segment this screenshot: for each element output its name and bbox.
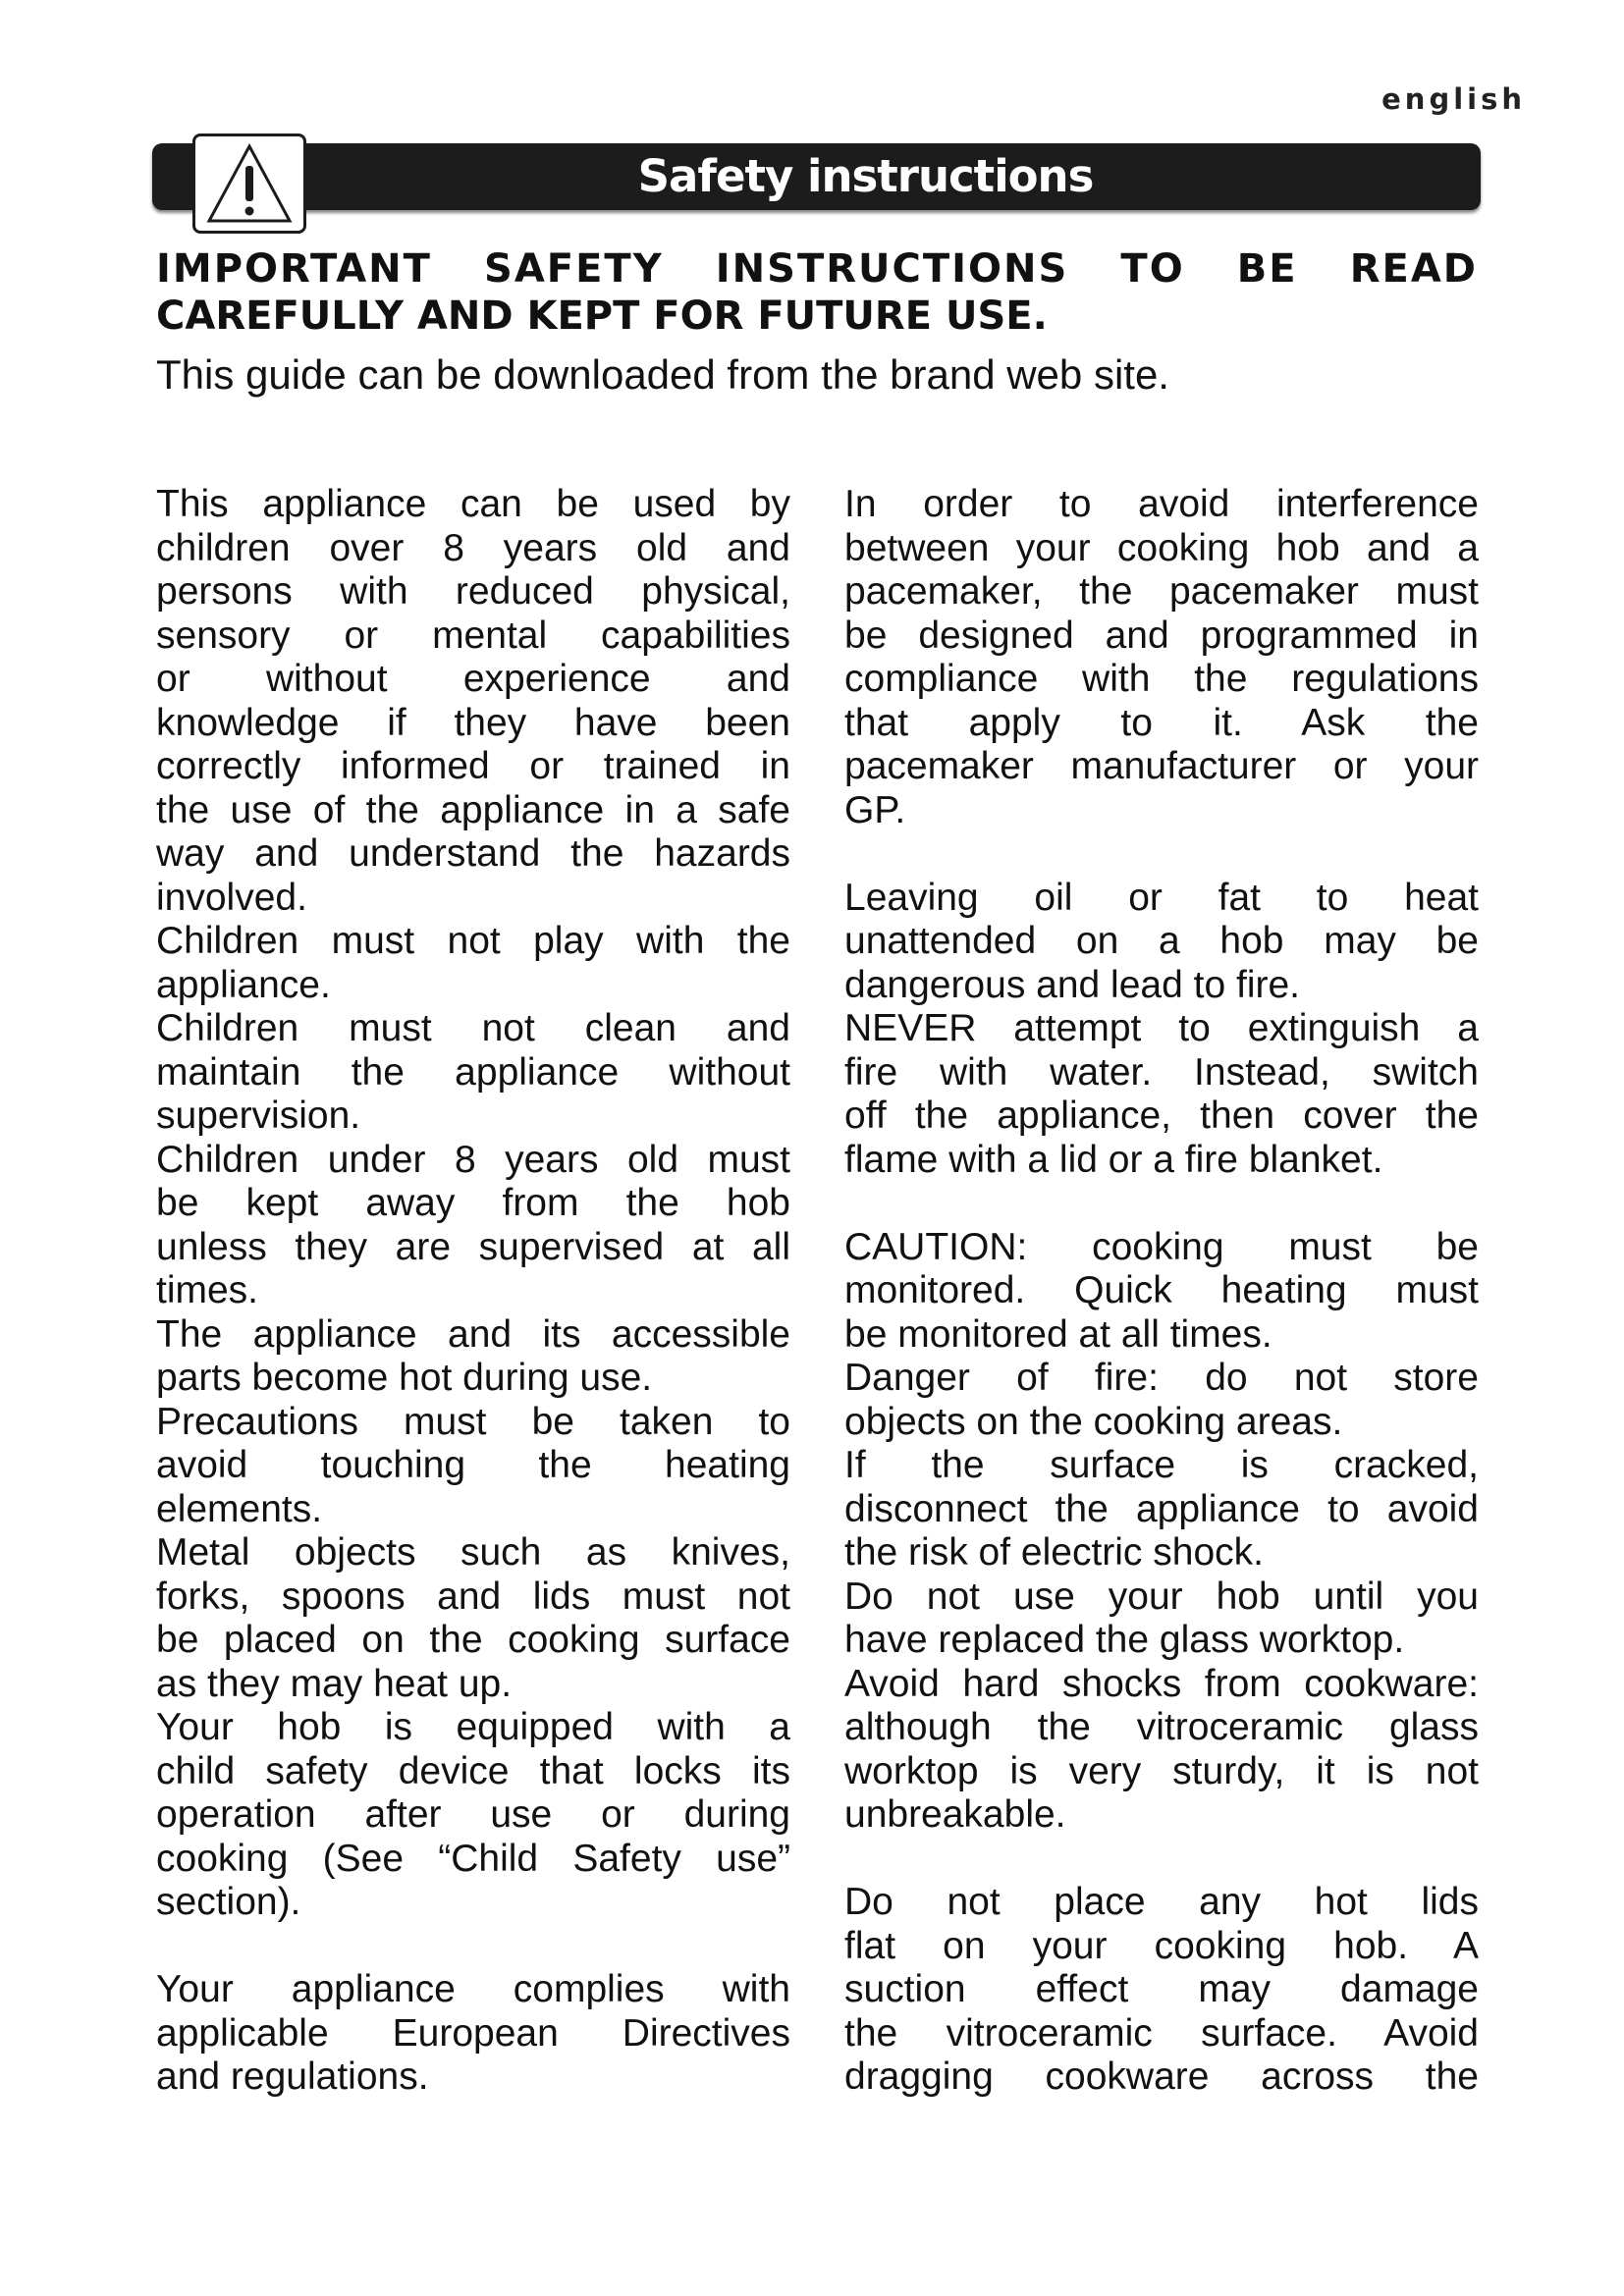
text-line: the risk of electric shock. bbox=[844, 1531, 1264, 1574]
text-line: appliance. bbox=[156, 963, 331, 1006]
text-line: suction effect may damage bbox=[844, 1968, 1479, 2010]
paragraph bbox=[156, 1968, 790, 2100]
paragraph bbox=[156, 1139, 790, 1313]
text-line: Children must not clean and bbox=[156, 1007, 790, 1049]
text-line: times. bbox=[156, 1269, 259, 1311]
text-line: as they may heat up. bbox=[156, 1662, 513, 1705]
text-line: NEVER attempt to extinguish a bbox=[844, 1007, 1479, 1049]
text-line: unless they are supervised at all bbox=[156, 1225, 790, 1268]
text-line: objects on the cooking areas. bbox=[844, 1400, 1343, 1443]
paragraph bbox=[844, 1226, 1479, 1358]
text-line: flat on your cooking hob. A bbox=[844, 1924, 1479, 1967]
text-line: forks, spoons and lids must not bbox=[156, 1575, 790, 1618]
text-line: compliance with the regulations bbox=[844, 658, 1479, 700]
text-line: pacemaker manufacturer or your bbox=[844, 745, 1479, 787]
text-line: flame with a lid or a fire blanket. bbox=[844, 1138, 1383, 1181]
text-line: supervision. bbox=[156, 1095, 361, 1137]
text-line: correctly informed or trained in bbox=[156, 745, 790, 787]
section-title: Safety instructions bbox=[637, 150, 1094, 202]
text-line: Leaving oil or fat to heat bbox=[844, 876, 1479, 919]
text-line: disconnect the appliance to avoid bbox=[844, 1487, 1479, 1530]
text-line: Metal objects such as knives, bbox=[156, 1531, 790, 1574]
text-line: way and understand the hazards bbox=[156, 832, 790, 875]
text-line: dragging cookware across the bbox=[844, 2056, 1479, 2098]
text-line: Avoid hard shocks from cookware: bbox=[844, 1662, 1479, 1705]
text-line: persons with reduced physical, bbox=[156, 570, 790, 613]
text-line: sensory or mental capabilities bbox=[156, 614, 790, 657]
text-line: Precautions must be taken to bbox=[156, 1400, 790, 1443]
text-line: Do not use your hob until you bbox=[844, 1575, 1479, 1618]
text-line: be monitored at all times. bbox=[844, 1312, 1272, 1356]
text-line: that apply to it. Ask the bbox=[844, 701, 1479, 744]
text-line: be placed on the cooking surface bbox=[156, 1619, 790, 1661]
paragraph bbox=[156, 1313, 790, 1401]
text-line: the vitroceramic surface. Avoid bbox=[844, 2011, 1479, 2055]
heading-line-2: CAREFULLY AND KEPT FOR FUTURE USE. bbox=[156, 294, 1048, 339]
paragraph bbox=[844, 877, 1479, 1008]
text-line: avoid touching the heating bbox=[156, 1444, 790, 1486]
text-line: Children under 8 years old must bbox=[156, 1138, 790, 1181]
text-line: unattended on a hob may be bbox=[844, 920, 1479, 962]
text-line: parts become hot during use. bbox=[156, 1357, 653, 1399]
text-line: In order to avoid interference bbox=[844, 483, 1479, 525]
heading-line-1: IMPORTANT SAFETY INSTRUCTIONS TO BE READ bbox=[156, 246, 1478, 292]
text-line: or without experience and bbox=[156, 658, 790, 700]
paragraph bbox=[844, 483, 1479, 832]
text-line: The appliance and its accessible bbox=[156, 1312, 790, 1356]
text-line: be kept away from the hob bbox=[156, 1182, 790, 1224]
text-line: off the appliance, then cover the bbox=[844, 1095, 1479, 1137]
text-line: Do not place any hot lids bbox=[844, 1881, 1479, 1923]
text-line: maintain the appliance without bbox=[156, 1050, 790, 1094]
text-line: CAUTION: cooking must be bbox=[844, 1225, 1479, 1268]
download-note: This guide can be downloaded from the brand web site. bbox=[156, 351, 1169, 398]
text-line: worktop is very sturdy, it is not bbox=[844, 1749, 1479, 1792]
text-line: dangerous and lead to fire. bbox=[844, 963, 1301, 1006]
text-line: Your hob is equipped with a bbox=[156, 1706, 790, 1748]
text-line: monitored. Quick heating must bbox=[844, 1269, 1479, 1311]
text-line: Your appliance complies with bbox=[156, 1968, 790, 2010]
left-column bbox=[156, 483, 790, 2100]
text-line: knowledge if they have been bbox=[156, 701, 790, 744]
text-line: elements. bbox=[156, 1487, 323, 1530]
language-label: english bbox=[1381, 82, 1526, 116]
warning-triangle-icon bbox=[192, 133, 306, 234]
text-line: between your cooking hob and a bbox=[844, 526, 1479, 569]
text-line: GP. bbox=[844, 788, 906, 831]
paragraph bbox=[844, 1444, 1479, 1575]
text-line: child safety device that locks its bbox=[156, 1749, 790, 1792]
text-line: Danger of fire: do not store bbox=[844, 1357, 1479, 1399]
paragraph bbox=[844, 1881, 1479, 2100]
paragraph bbox=[156, 920, 790, 1007]
paragraph bbox=[156, 483, 790, 920]
text-line: unbreakable. bbox=[844, 1793, 1066, 1836]
text-line: operation after use or during bbox=[156, 1793, 790, 1836]
text-line: have replaced the glass worktop. bbox=[844, 1619, 1405, 1661]
paragraph bbox=[156, 1007, 790, 1139]
paragraph bbox=[156, 1531, 790, 1706]
text-line: If the surface is cracked, bbox=[844, 1444, 1479, 1486]
paragraph bbox=[844, 1663, 1479, 1838]
paragraph bbox=[844, 1357, 1479, 1444]
text-line: applicable European Directives bbox=[156, 2011, 790, 2055]
paragraph bbox=[156, 1401, 790, 1532]
text-line: pacemaker, the pacemaker must bbox=[844, 570, 1479, 613]
right-column bbox=[844, 483, 1479, 2100]
text-line: and regulations. bbox=[156, 2056, 429, 2098]
paragraph bbox=[156, 1706, 790, 1925]
text-line: Children must not play with the bbox=[156, 920, 790, 962]
text-line: children over 8 years old and bbox=[156, 526, 790, 569]
text-line: involved. bbox=[156, 876, 307, 919]
paragraph bbox=[844, 1007, 1479, 1182]
text-line: cooking (See “Child Safety use” bbox=[156, 1837, 790, 1880]
text-line: fire with water. Instead, switch bbox=[844, 1050, 1479, 1094]
important-heading bbox=[156, 245, 1478, 340]
paragraph bbox=[844, 1575, 1479, 1663]
text-line: section). bbox=[156, 1881, 301, 1923]
section-banner bbox=[152, 143, 1481, 210]
text-line: be designed and programmed in bbox=[844, 614, 1479, 657]
text-line: This appliance can be used by bbox=[156, 483, 790, 525]
text-line: although the vitroceramic glass bbox=[844, 1706, 1479, 1748]
text-line: the use of the appliance in a safe bbox=[156, 788, 790, 831]
